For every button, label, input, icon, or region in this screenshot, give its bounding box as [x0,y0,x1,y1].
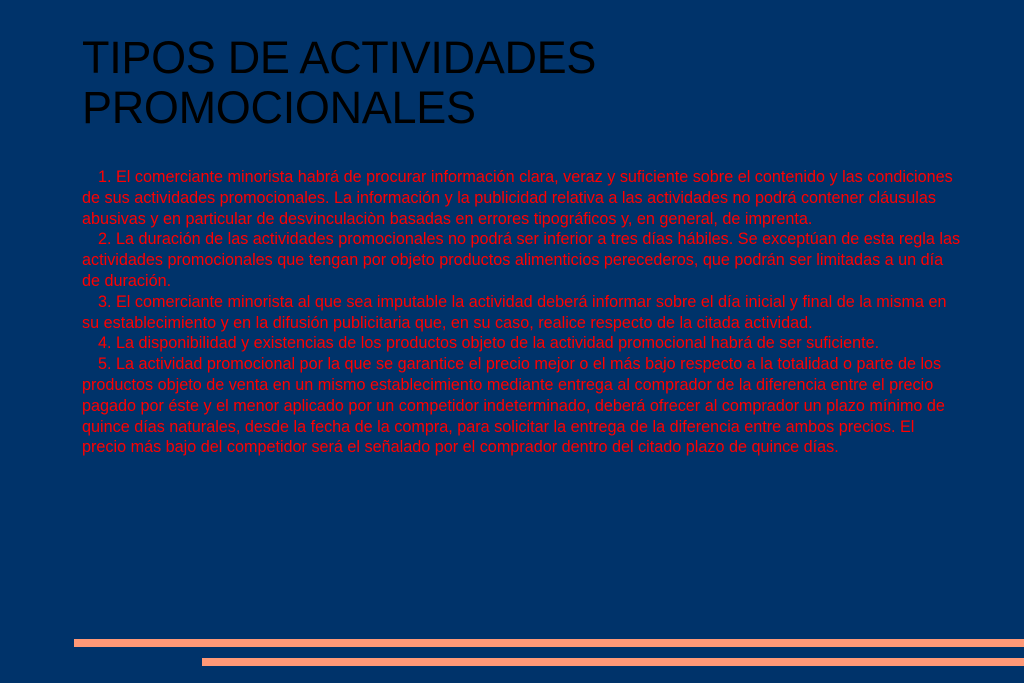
slide-title-line-2: PROMOCIONALES [82,82,476,133]
paragraph-1: 1. El comerciante minorista habrá de procurar información clara, veraz y suficiente sobre el contenido y las condiciones de sus actividades promocionales. La información y la publicidad relativa a las actividades no podrá contener cláusulas abusivas y en particular de desvinculaciòn basadas en errores tipográficos y, en general, de imprenta. [82,168,953,228]
paragraph-3: 3. El comerciante minorista al que sea imputable la actividad deberá informar sobre el día inicial y final de la misma en su establecimiento y en la difusión publicitaria que, en su caso, realice respecto de la citada actividad. [82,292,947,332]
paragraph-4: 4. La disponibilidad y existencias de los productos objeto de la actividad promocional habrá de ser suficiente. [98,334,880,353]
paragraph-2: 2. La duración de las actividades promocionales no podrá ser inferior a tres días hábiles. Se exceptúan de esta regla las actividades promocionales que tengan por objeto productos alimenticios perecederos, que podrán ser limitadas a un día de duración. [82,230,961,290]
accent-bar-top [74,639,1024,647]
slide-title [82,33,982,133]
accent-bar-bottom [202,658,1024,666]
paragraph-5: 5. La actividad promocional por la que se garantice el precio mejor o el más bajo respecto a la totalidad o parte de los productos objeto de venta en un mismo establecimiento mediante entrega al comprador de la diferencia entre el precio pagado por éste y el menor aplicado por un competidor indeterminado, deberá ofrecer al comprador un plazo mínimo de quince días naturales, desde la fecha de la compra, para solicitar la entrega de la diferencia entre ambos precios. El precio más bajo del competidor será el señalado por el comprador dentro del citado plazo de quince días. [82,355,945,457]
slide-body [82,167,962,458]
slide-title-line-1: TIPOS DE ACTIVIDADES [82,32,597,83]
